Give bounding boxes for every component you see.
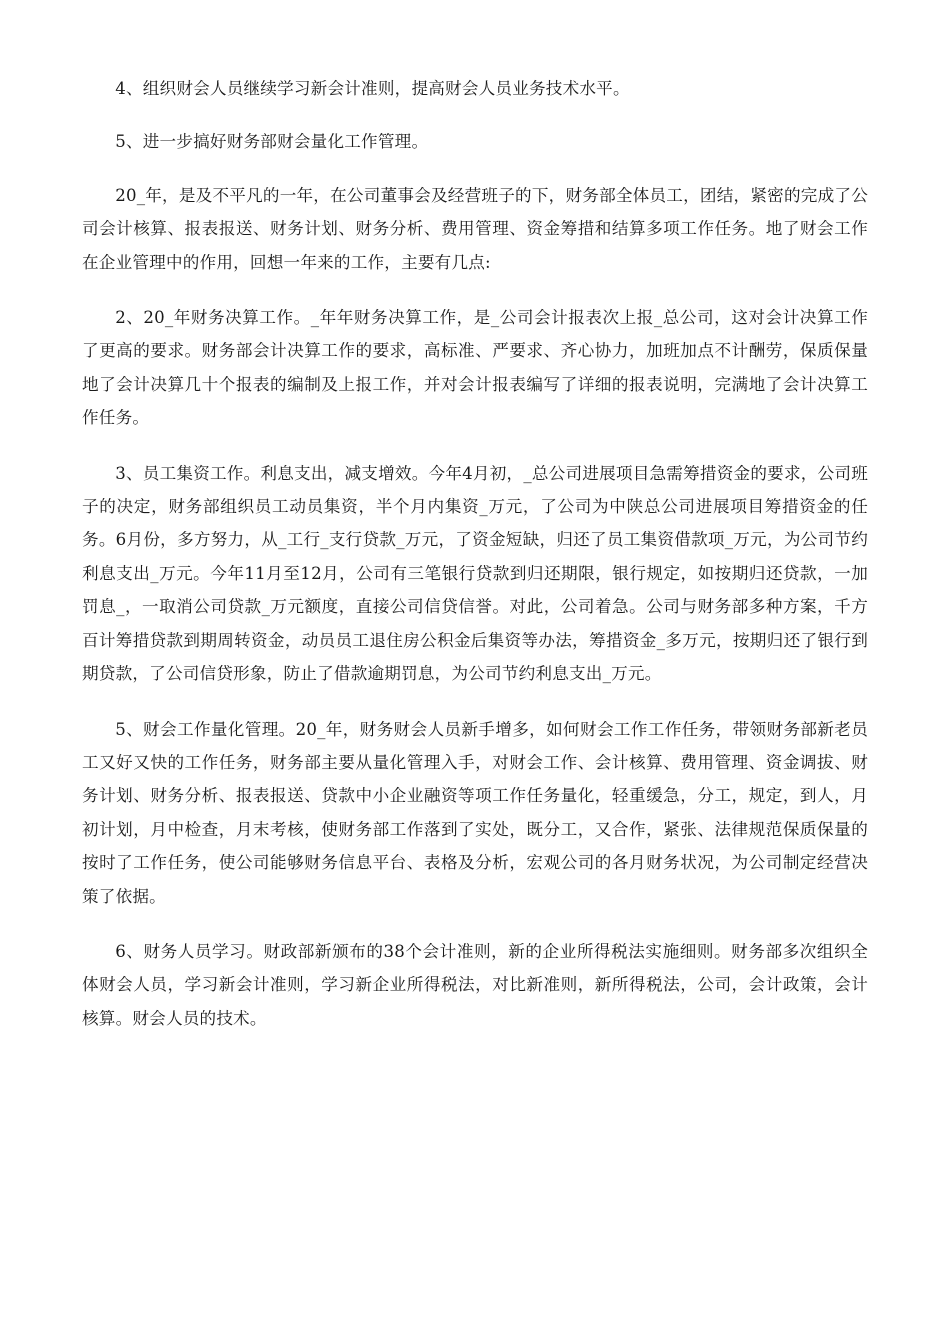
paragraph-quantified-management: 5、财会工作量化管理。20_年，财务财会人员新手增多，如何财会工作工作任务，带领财务部新老员工又好又快的工作任务，财务部主要从量化管理入手，对财会工作、会计核算、费用管理、资金调拔、财务计划、财务分析、报表报送、贷款中小企业融资等项工作任务量化，轻重缓急，分工，规定，到人，月初计划，月中检查，月末考核，使财务部工作落到了实处，既分工，又合作，紧张、法律规范保质保量的按时了工作任务，使公司能够财务信息平台、表格及分析，宏观公司的各月财务状况，为公司制定经营决策了依据。 <box>82 719 868 906</box>
paragraph-item-5: 5、进一步搞好财务部财会量化工作管理。 <box>115 132 429 152</box>
paragraph-year-summary: 20_年，是及不平凡的一年，在公司董事会及经营班子的下，财务部全体员工，团结，紧密的完成了公司会计核算、报表报送、财务计划、财务分析、费用管理、资金筹措和结算多项工作任务。地了财会工作在企业管理中的作用，回想一年来的工作，主要有几点: <box>82 185 868 272</box>
paragraph-final-accounts: 2、20_年财务决算工作。_年年财务决算工作，是_公司会计报表次上报_总公司，这对会计决算工作了更高的要求。财务部会计决算工作的要求，高标准、严要求、齐心协力，加班加点不计酬劳，保质保量地了会计决算几十个报表的编制及上报工作，并对会计报表编写了详细的报表说明，完满地了会计决算工作任务。 <box>82 308 868 428</box>
paragraph-employee-fundraising: 3、员工集资工作。利息支出，减支增效。今年4月初，_总公司进展项目急需筹措资金的要求，公司班子的决定，财务部组织员工动员集资，半个月内集资_万元，了公司为中陕总公司进展项目筹措资金的任务。6月份，多方努力，从_工行_支行贷款_万元，了资金短缺，归还了员工集资借款项_万元，为公司节约利息支出_万元。今年11月至12月，公司有三笔银行贷款到归还期限，银行规定，如按期归还贷款，一加罚息_，一取消公司贷款_万元额度，直接公司信贷信誉。对此，公司着急。公司与财务部多种方案，千方百计筹措贷款到期周转资金，动员员工退住房公积金后集资等办法，筹措资金_多万元，按期归还了银行到期贷款，了公司信贷形象，防止了借款逾期罚息，为公司节约利息支出_万元。 <box>82 463 868 684</box>
paragraph-item-4: 4、组织财会人员继续学习新会计准则，提高财会人员业务技术水平。 <box>115 79 630 98</box>
paragraph-staff-training: 6、财务人员学习。财政部新颁布的38个会计准则，新的企业所得税法实施细则。财务部多次组织全体财会人员，学习新会计准则，学习新企业所得税法，对比新准则，新所得税法，公司，会计政策，会计核算。财会人员的技术。 <box>82 941 868 1028</box>
document-body <box>82 72 868 1035</box>
